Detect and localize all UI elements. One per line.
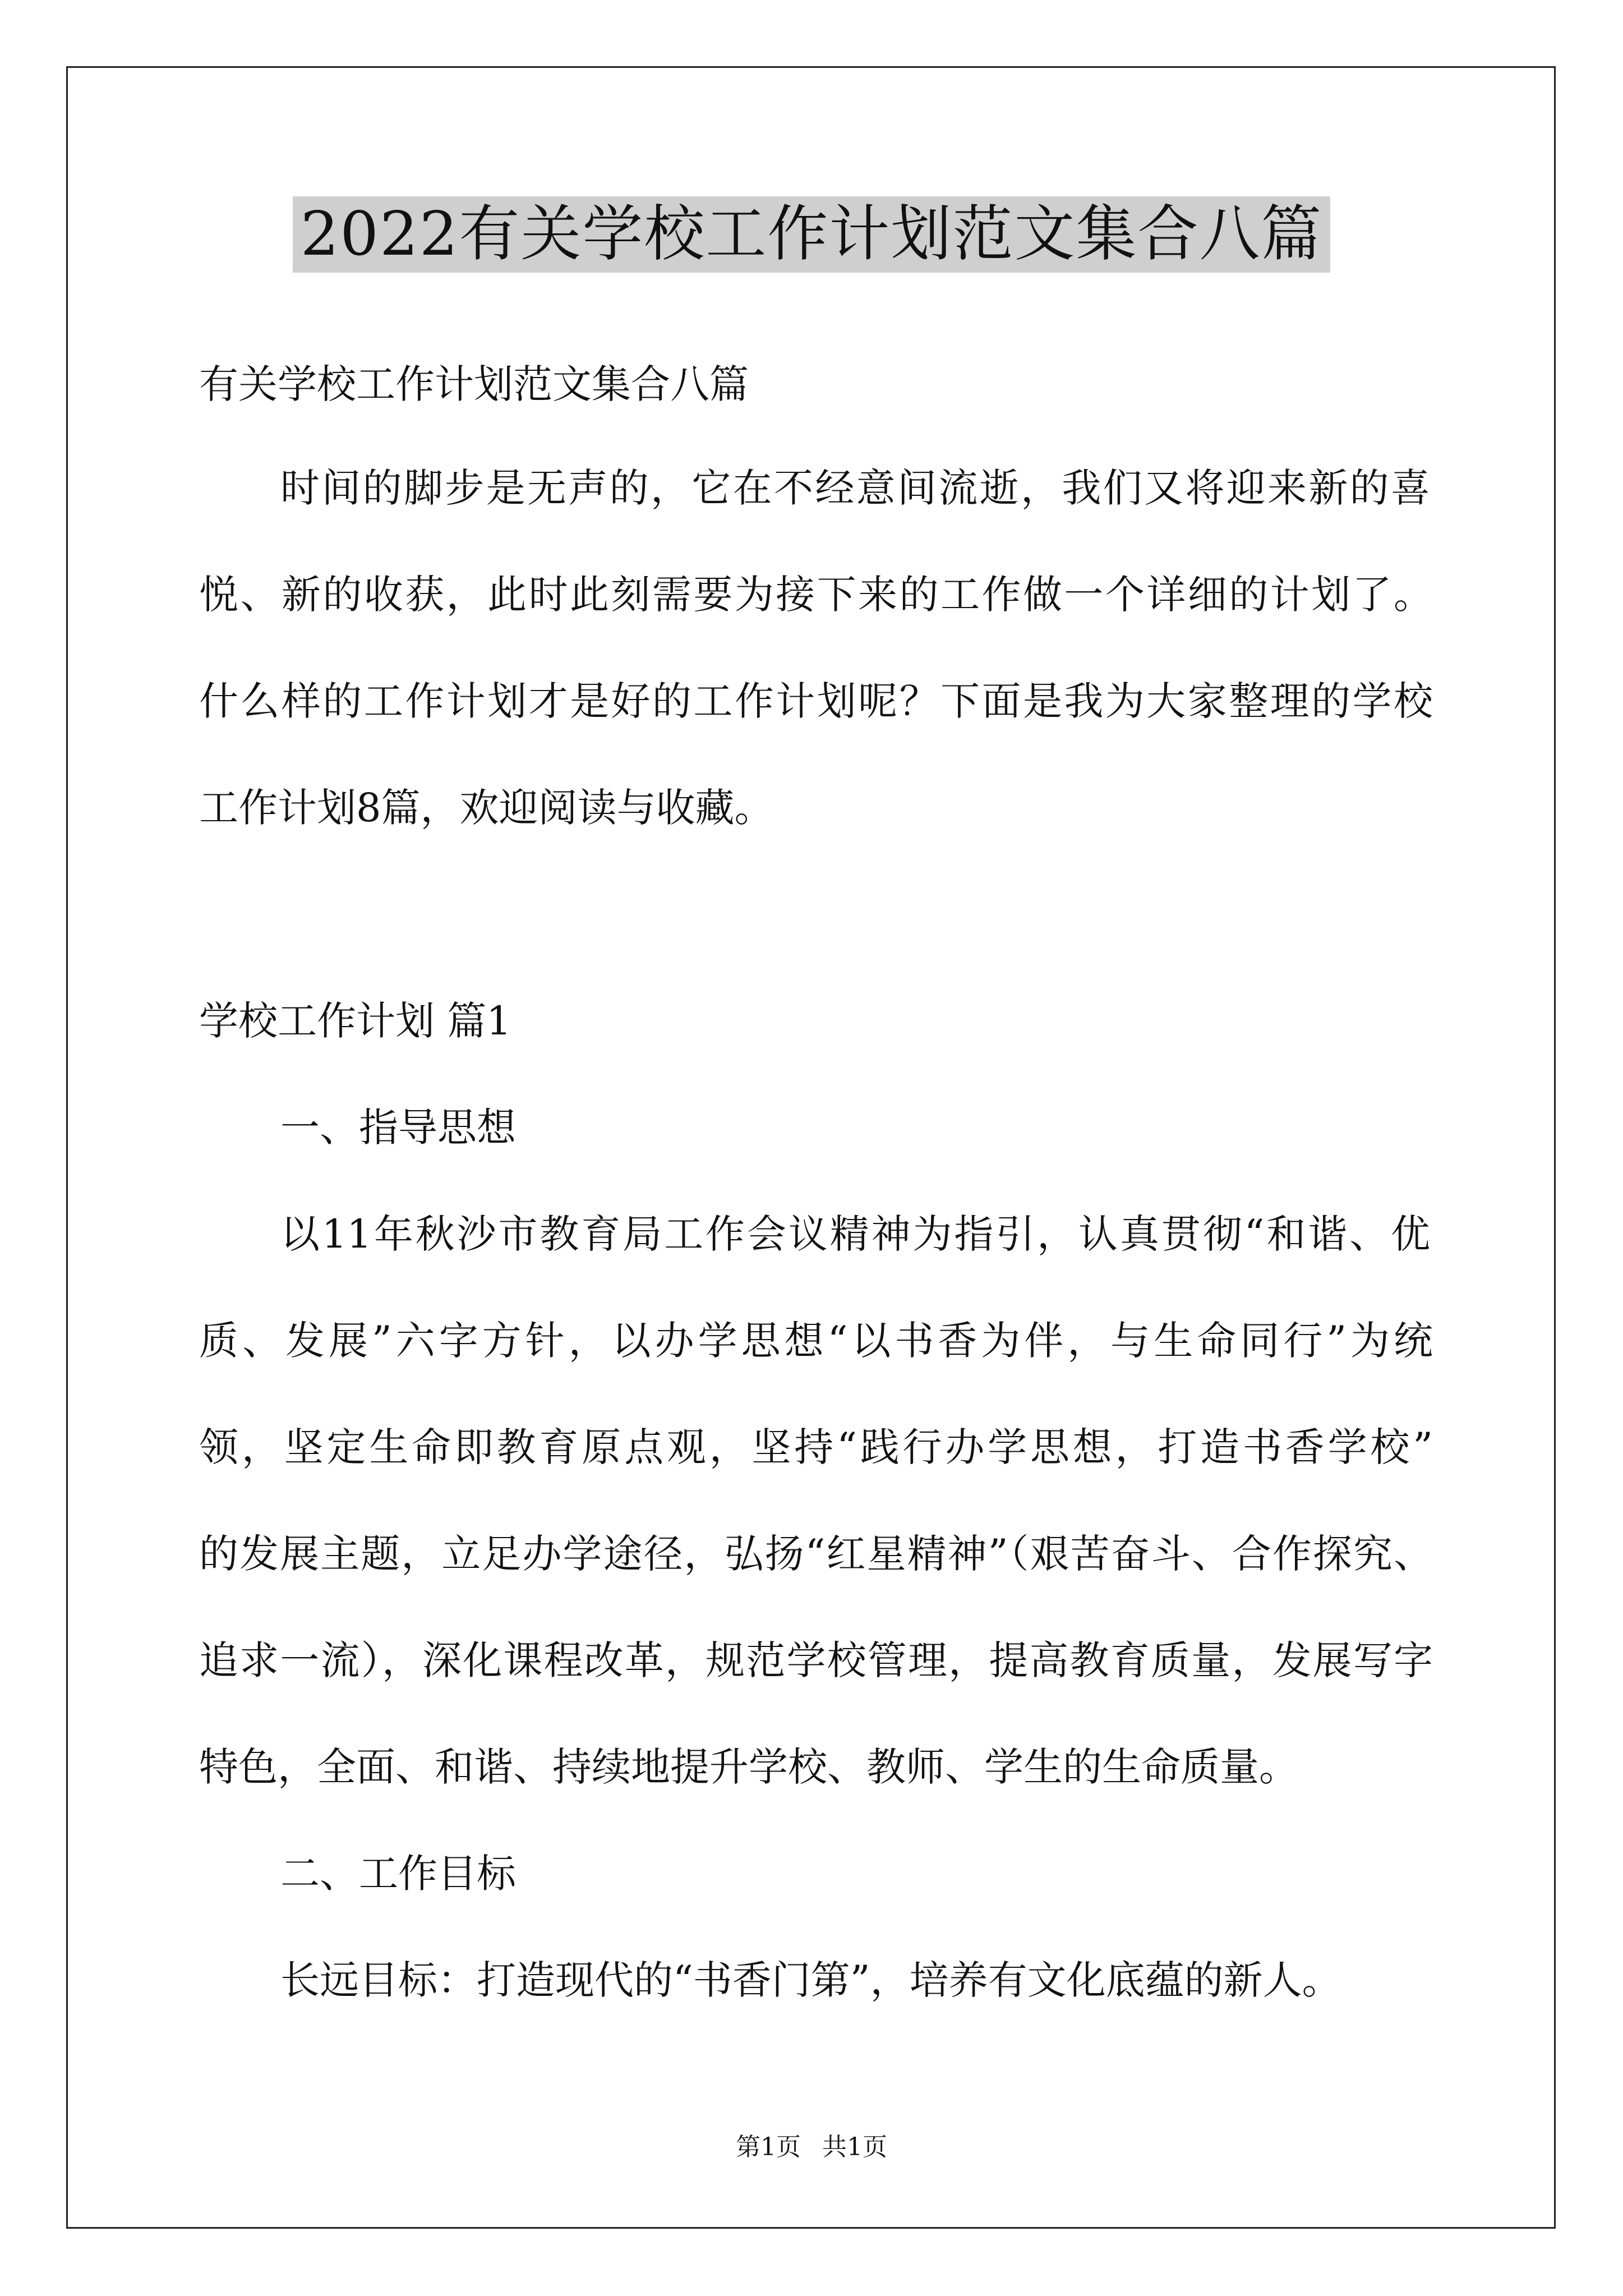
title-container: [0, 196, 1623, 273]
page-footer: [0, 2131, 1623, 2164]
guiding-line: 追求一流），深化课程改革，规范学校管理，提高教育质量，发展写字: [199, 1637, 1433, 1683]
page-number: 第1页: [736, 2133, 801, 2161]
document-subtitle: 有关学校工作计划范文集合八篇: [199, 361, 749, 407]
guiding-line: 质、发展”六字方针，以办学思想“以书香为伴，与生命同行”为统: [199, 1318, 1433, 1364]
section-heading: 学校工作计划 篇1: [199, 998, 511, 1044]
intro-line: 悦、新的收获，此时此刻需要为接下来的工作做一个详细的计划了。: [199, 572, 1433, 618]
guiding-line: 的发展主题，立足办学途径，弘扬“红星精神”（艰苦奋斗、合作探究、: [199, 1531, 1433, 1577]
guiding-line: 特色，全面、和谐、持续地提升学校、教师、学生的生命质量。: [199, 1744, 1298, 1790]
document-title: 2022有关学校工作计划范文集合八篇: [293, 196, 1331, 273]
heading-guiding-thought: 一、指导思想: [280, 1105, 516, 1151]
intro-line: 什么样的工作计划才是好的工作计划呢？下面是我为大家整理的学校: [199, 678, 1433, 724]
guiding-line: 领，坚定生命即教育原点观，坚持“践行办学思想，打造书香学校”: [199, 1424, 1433, 1470]
heading-work-goals: 二、工作目标: [280, 1851, 516, 1897]
guiding-line: 以11年秋沙市教育局工作会议精神为指引，认真贯彻“和谐、优: [280, 1211, 1430, 1257]
page-total: 共1页: [822, 2133, 887, 2161]
long-term-goal: 长远目标：打造现代的“书香门第”，培养有文化底蕴的新人。: [280, 1957, 1341, 2003]
intro-line: 工作计划8篇，欢迎阅读与收藏。: [199, 785, 774, 831]
intro-line: 时间的脚步是无声的，它在不经意间流逝，我们又将迎来新的喜: [280, 465, 1430, 511]
